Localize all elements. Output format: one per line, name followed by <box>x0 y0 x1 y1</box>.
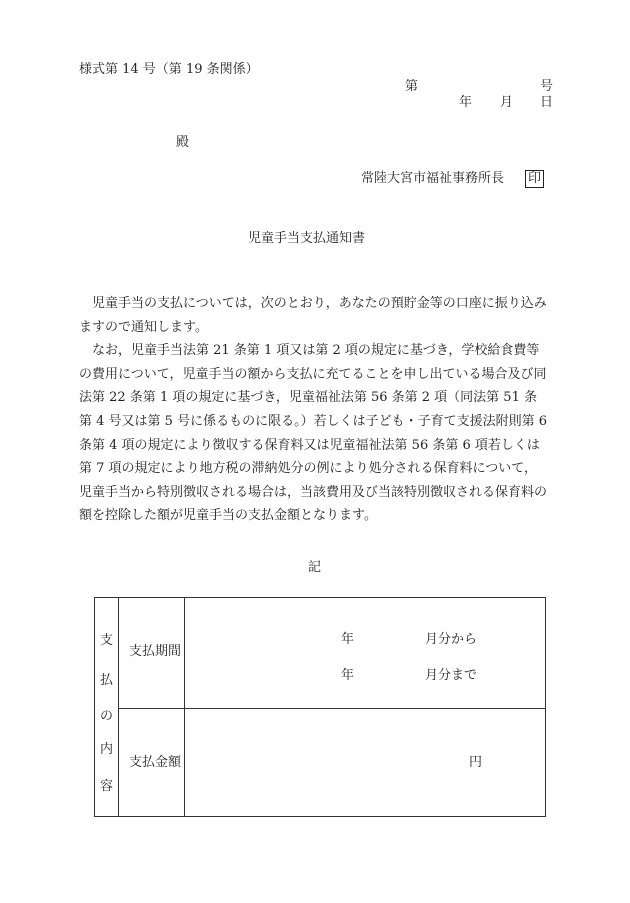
payment-amount-label: 支払金額 <box>129 755 182 770</box>
table-divider <box>184 598 185 816</box>
document-number-prefix: 第 <box>405 79 419 94</box>
body-paragraph-1: 児童手当の支払については，次のとおり，あなたの預貯金等の口座に振り込みますので通知します。 <box>79 296 547 335</box>
side-label-char: 支 <box>100 633 114 648</box>
table-divider <box>118 708 545 709</box>
ki-heading: 記 <box>308 560 322 575</box>
side-label-char: 払 <box>100 673 114 688</box>
period-to-year: 年 <box>341 668 355 683</box>
document-title: 児童手当支払通知書 <box>248 231 366 246</box>
document-number-suffix: 号 <box>540 79 554 94</box>
seal-mark: 印 <box>525 170 544 188</box>
period-to-month: 月分まで <box>425 668 478 683</box>
period-from-year: 年 <box>341 632 355 647</box>
amount-currency: 円 <box>469 755 483 770</box>
table-divider <box>118 598 119 816</box>
body-text <box>79 292 549 528</box>
date-month-label: 月 <box>500 95 514 110</box>
form-number-label: 様式第 14 号（第 19 条関係） <box>79 62 259 77</box>
date-day-label: 日 <box>540 95 554 110</box>
payment-details-table <box>94 597 546 817</box>
date-year-label: 年 <box>459 95 473 110</box>
side-label-char: 容 <box>100 779 114 794</box>
period-from-month: 月分から <box>425 632 478 647</box>
payment-period-label: 支払期間 <box>129 644 182 659</box>
side-label-char: 内 <box>100 742 114 757</box>
body-paragraph-2: なお，児童手当法第 21 条第 1 項又は第 2 項の規定に基づき，学校給食費等の費用について，児童手当の額から支払に充てることを申し出ている場合及び同法第 22 条第 1 項の規定に基づき，児童福祉法第 56 条第 2 項（同法第 51 条第 4 号又は第 5 号に係るものに限る。）若しくは子ども・子育て支援法附則第 6 条第 4 項の規定により徴収する保育料又は児童福祉法第 56 条第 6 項若しくは第 7 項の規定により地方税の滞納処分の例により処分される保育料について，児童手当から特別徴収される場合は，当該費用及び当該特別徴収される保育料の額を控除した額が児童手当の支払金額となります。 <box>79 343 548 524</box>
addressee-honorific: 殿 <box>176 135 190 150</box>
issuer-name: 常陸大宮市福祉事務所長 <box>361 171 505 186</box>
side-label-char: の <box>100 709 114 724</box>
